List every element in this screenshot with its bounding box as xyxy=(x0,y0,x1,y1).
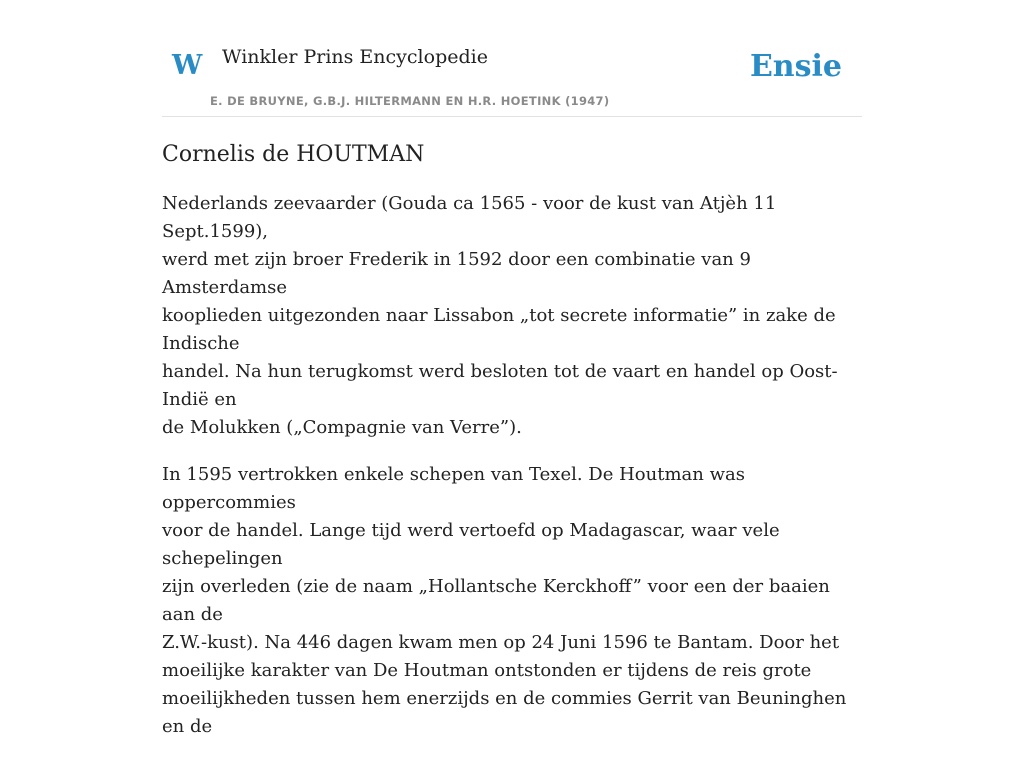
article xyxy=(162,138,862,760)
ensie-logo[interactable]: Ensie xyxy=(749,49,842,84)
winkler-prins-logo-icon[interactable]: W xyxy=(172,50,203,81)
article-title: Cornelis de HOUTMAN xyxy=(162,142,425,167)
article-paragraph: In 1595 vertrokken enkele schepen van Texel. De Houtman was oppercommies voor de handel. Lange tijd werd vertoefd op Madagascar, waar vele schepelingen zijn overleden (zie de naam „Hollantsche Kerckhoff” voor een der baaien aan de Z.W.-kust). Na 446 dagen kwam men op 24 Juni 1596 te Bantam. Door het moeilijke karakter van De Houtman ontstonden er tijdens de reis grote moeilijkheden tussen hem enerzijds en de commies Gerrit van Beuninghen en de xyxy=(162,464,847,737)
encyclopedia-name[interactable]: Winkler Prins Encyclopedie xyxy=(222,46,488,68)
article-paragraph: Nederlands zeevaarder (Gouda ca 1565 - voor de kust van Atjèh 11 Sept.1599), werd met zijn broer Frederik in 1592 door een combinatie van 9 Amsterdamse kooplieden uitgezonden naar Lissabon „tot secrete informatie” in zake de Indische handel. Na hun terugkomst werd besloten tot de vaart en handel op Oost-Indië en de Molukken („Compagnie van Verre”). xyxy=(162,193,838,438)
authors-credit: E. DE BRUYNE, G.B.J. HILTERMANN EN H.R. HOETINK (1947) xyxy=(210,94,610,108)
site-header xyxy=(162,0,862,117)
